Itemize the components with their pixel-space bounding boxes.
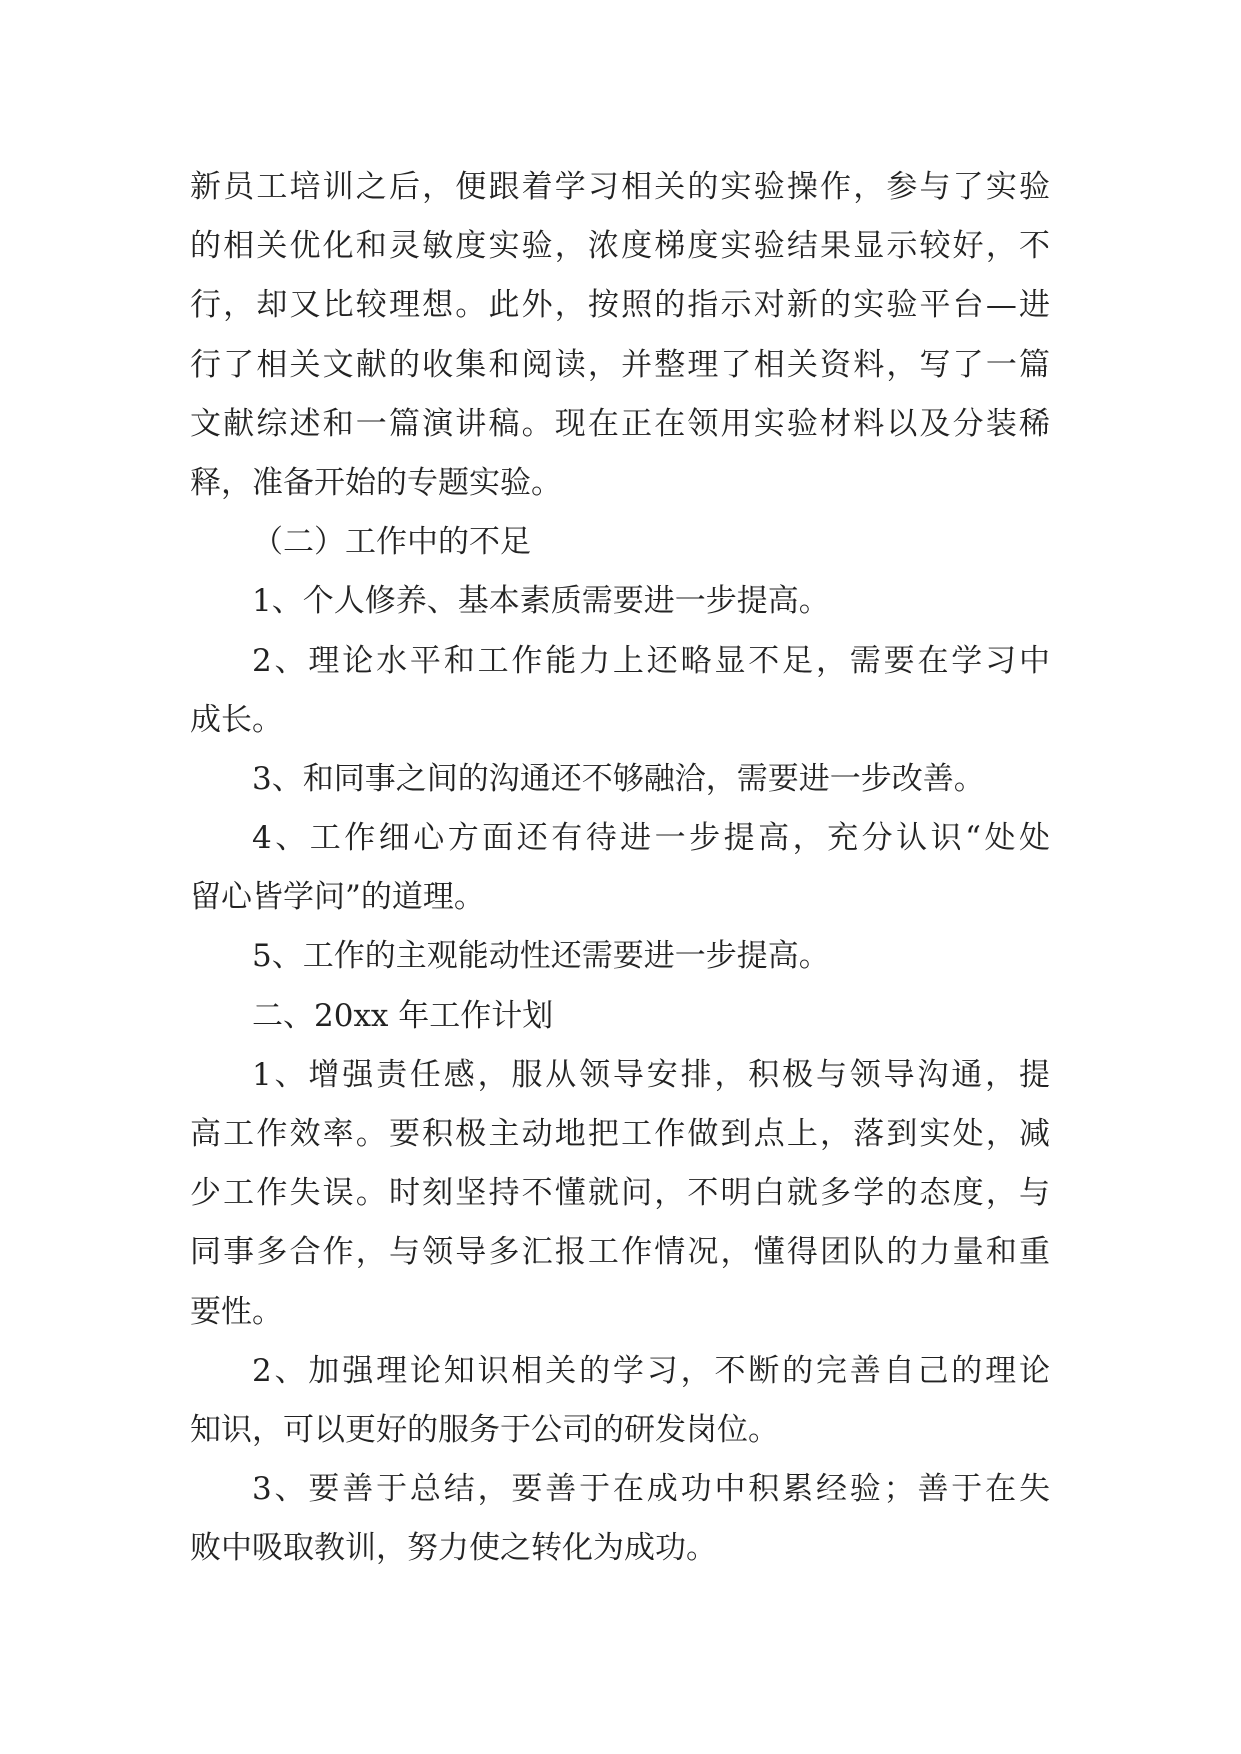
section-heading: （二）工作中的不足 [252,524,531,561]
document-body [190,158,1050,1579]
list-item-continuation: 败中吸取教训，努力使之转化为成功。 [190,1530,717,1567]
list-item: 2、加强理论知识相关的学习，不断的完善自己的理论 [252,1352,1050,1389]
paragraph-line: 行了相关文献的收集和阅读，并整理了相关资料，写了一篇 [190,346,1050,383]
list-item: 3、要善于总结，要善于在成功中积累经验；善于在失 [252,1471,1050,1508]
list-item: 3、和同事之间的沟通还不够融洽，需要进一步改善。 [252,760,985,797]
list-item: 5、工作的主观能动性还需要进一步提高。 [252,938,830,975]
list-item-continuation: 留心皆学问”的道理。 [190,879,485,916]
list-item-continuation: 少工作失误。时刻坚持不懂就问，不明白就多学的态度，与 [190,1175,1050,1212]
list-item: 4、工作细心方面还有待进一步提高，充分认识“处处 [252,820,1050,857]
paragraph-line: 释，准备开始的专题实验。 [190,464,562,501]
paragraph-line: 新员工培训之后，便跟着学习相关的实验操作，参与了实验 [190,169,1050,205]
paragraph-line: 的相关优化和灵敏度实验，浓度梯度实验结果显示较好，不 [190,228,1050,265]
paragraph-line: 文献综述和一篇演讲稿。现在正在领用实验材料以及分装稀 [190,405,1050,442]
list-item-continuation: 要性。 [190,1293,283,1330]
list-item: 1、个人修养、基本素质需要进一步提高。 [252,583,830,620]
paragraph-line: 行，却又比较理想。此外，按照的指示对新的实验平台—进 [190,287,1050,324]
list-item-continuation: 高工作效率。要积极主动地把工作做到点上，落到实处，减 [190,1116,1050,1152]
section-heading: 二、20xx 年工作计划 [252,997,554,1034]
list-item: 2、理论水平和工作能力上还略显不足，需要在学习中 [252,642,1050,679]
list-item: 1、增强责任感，服从领导安排，积极与领导沟通，提 [252,1056,1050,1093]
list-item-continuation: 同事多合作，与领导多汇报工作情况，懂得团队的力量和重 [190,1234,1050,1271]
list-item-continuation: 知识，可以更好的服务于公司的研发岗位。 [190,1411,779,1448]
list-item-continuation: 成长。 [190,701,283,738]
